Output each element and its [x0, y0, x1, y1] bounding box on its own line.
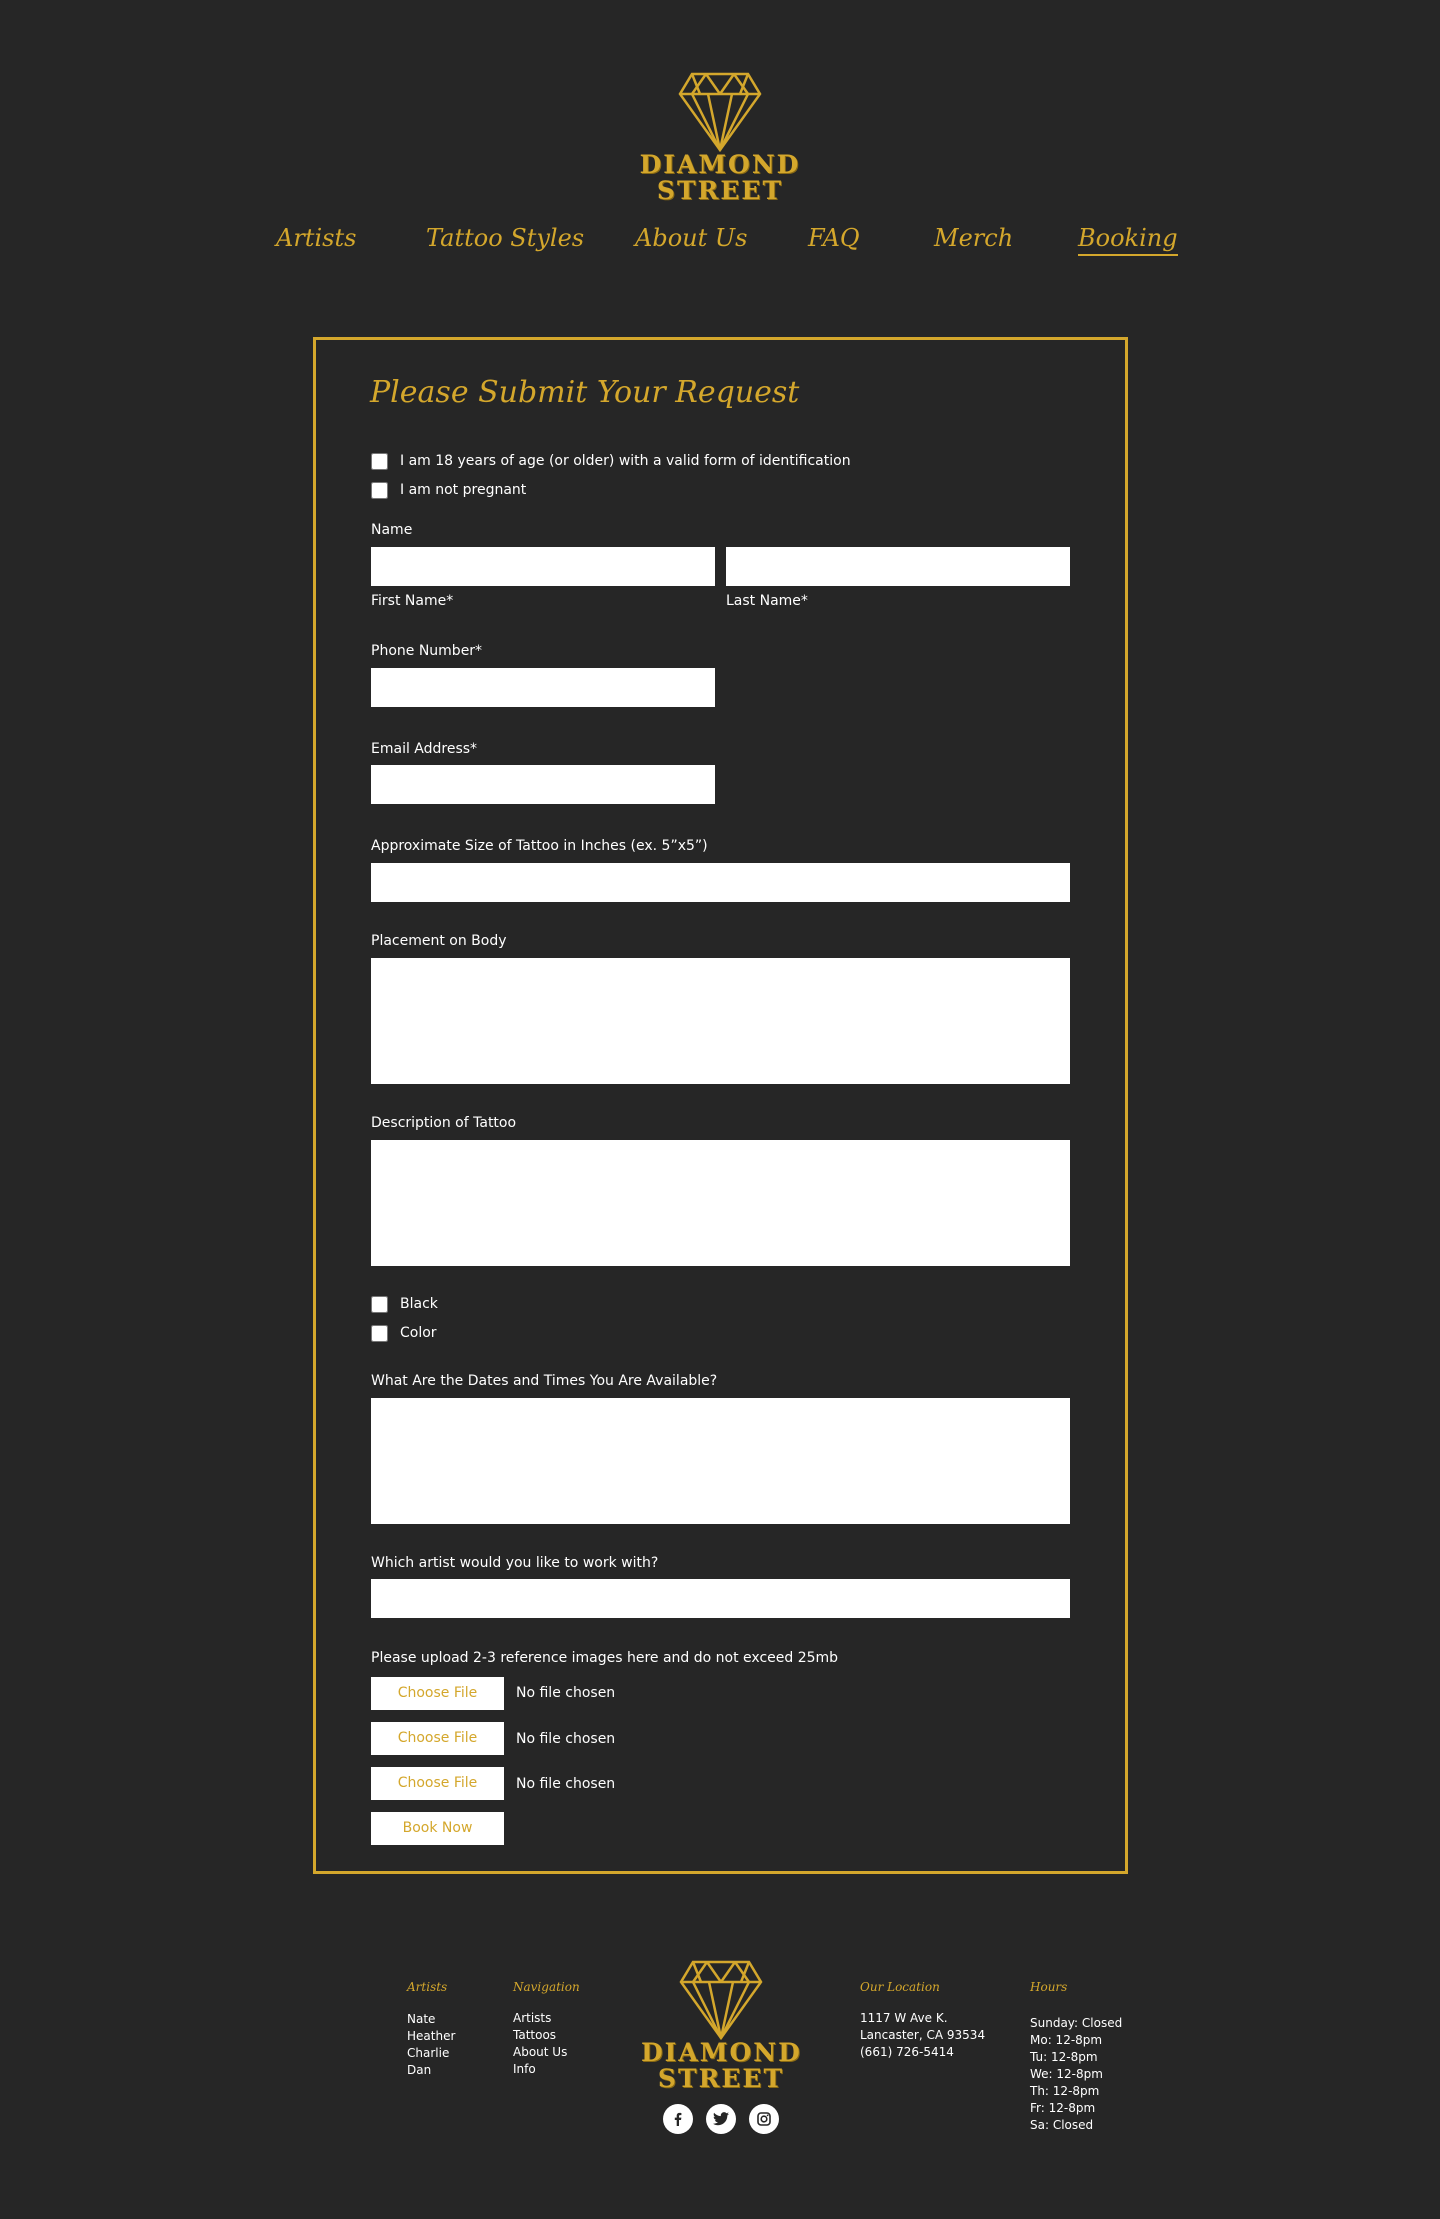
brand-line-2: STREET — [656, 176, 784, 205]
nav-about-us[interactable]: About Us — [635, 224, 748, 252]
email-input[interactable] — [371, 765, 715, 804]
artist-input[interactable] — [371, 1579, 1070, 1618]
header-logo[interactable] — [638, 72, 802, 208]
footer-artist-link[interactable]: Charlie — [407, 2046, 450, 2060]
black-checkbox[interactable] — [371, 1296, 388, 1313]
footer-artists-list — [407, 2011, 455, 2079]
footer-hours-line: Tu: 12-8pm — [1030, 2050, 1098, 2064]
footer-address-line: 1117 W Ave K. — [860, 2011, 948, 2025]
book-now-button[interactable]: Book Now — [371, 1812, 504, 1845]
description-label: Description of Tattoo — [371, 1115, 517, 1131]
upload-label: Please upload 2-3 reference images here and do not exceed 25mb — [371, 1650, 839, 1666]
main-nav — [0, 224, 1440, 264]
instagram-icon[interactable] — [749, 2104, 779, 2134]
form-title: Please Submit Your Request — [370, 375, 800, 410]
size-label: Approximate Size of Tattoo in Inches (ex. 5”x5”) — [371, 838, 708, 854]
footer-logo[interactable] — [641, 1960, 801, 2092]
footer-hours-line: Th: 12-8pm — [1030, 2084, 1100, 2098]
footer-hours-line: Sunday: Closed — [1030, 2016, 1123, 2030]
pregnant-checkbox[interactable] — [371, 482, 388, 499]
footer-address-line: Lancaster, CA 93534 — [860, 2028, 986, 2042]
diamond-icon — [679, 1960, 763, 2040]
footer-location — [860, 2010, 985, 2061]
choose-file-button-1[interactable]: Choose File — [371, 1677, 504, 1710]
footer-brand-line-1: DIAMOND — [641, 2038, 802, 2067]
nav-merch[interactable]: Merch — [934, 224, 1014, 252]
black-checkbox-label: Black — [400, 1296, 438, 1312]
footer-hours — [1030, 2015, 1122, 2134]
placement-label: Placement on Body — [371, 933, 507, 949]
footer-nav-link[interactable]: Artists — [513, 2011, 552, 2025]
footer-nav-link[interactable]: About Us — [513, 2045, 568, 2059]
placement-textarea[interactable] — [371, 958, 1070, 1084]
footer-artist-link[interactable]: Dan — [407, 2063, 432, 2077]
diamond-icon — [678, 72, 762, 152]
footer-location-heading: Our Location — [860, 1980, 940, 1994]
facebook-icon[interactable] — [663, 2104, 693, 2134]
first-name-label: First Name* — [371, 593, 454, 609]
footer-hours-line: Sa: Closed — [1030, 2118, 1094, 2132]
nav-faq[interactable]: FAQ — [808, 224, 860, 252]
color-checkbox[interactable] — [371, 1325, 388, 1342]
file-status-1: No file chosen — [516, 1685, 616, 1701]
last-name-label: Last Name* — [726, 593, 808, 609]
artist-label: Which artist would you like to work with? — [371, 1555, 659, 1571]
email-label: Email Address* — [371, 741, 478, 757]
availability-textarea[interactable] — [371, 1398, 1070, 1524]
first-name-input[interactable] — [371, 547, 715, 586]
availability-label: What Are the Dates and Times You Are Available? — [371, 1373, 718, 1389]
brand-line-1: DIAMOND — [639, 150, 801, 179]
age-checkbox-label: I am 18 years of age (or older) with a valid form of identification — [400, 453, 851, 469]
footer-phone[interactable]: (661) 726-5414 — [860, 2045, 954, 2059]
phone-label: Phone Number* — [371, 643, 483, 659]
footer-artist-link[interactable]: Heather — [407, 2029, 456, 2043]
footer-hours-line: Fr: 12-8pm — [1030, 2101, 1096, 2115]
age-checkbox[interactable] — [371, 453, 388, 470]
name-label: Name — [371, 522, 413, 538]
pregnant-checkbox-label: I am not pregnant — [400, 482, 527, 498]
footer-artists-heading: Artists — [407, 1980, 448, 1994]
nav-booking[interactable]: Booking — [1078, 224, 1178, 256]
footer-hours-line: We: 12-8pm — [1030, 2067, 1103, 2081]
footer-hours-line: Mo: 12-8pm — [1030, 2033, 1103, 2047]
footer-nav-link[interactable]: Tattoos — [513, 2028, 557, 2042]
size-input[interactable] — [371, 863, 1070, 902]
twitter-icon[interactable] — [706, 2104, 736, 2134]
nav-tattoo-styles[interactable]: Tattoo Styles — [426, 224, 585, 252]
color-checkbox-label: Color — [400, 1325, 437, 1341]
footer-hours-heading: Hours — [1030, 1980, 1068, 1994]
footer-artist-link[interactable]: Nate — [407, 2012, 436, 2026]
file-status-2: No file chosen — [516, 1731, 616, 1747]
choose-file-button-2[interactable]: Choose File — [371, 1722, 504, 1755]
footer-nav-heading: Navigation — [513, 1980, 580, 1994]
nav-artists[interactable]: Artists — [276, 224, 357, 252]
footer-nav-link[interactable]: Info — [513, 2062, 536, 2076]
choose-file-button-3[interactable]: Choose File — [371, 1767, 504, 1800]
phone-input[interactable] — [371, 668, 715, 707]
description-textarea[interactable] — [371, 1140, 1070, 1266]
footer-nav-list — [513, 2010, 567, 2078]
footer-brand-line-2: STREET — [657, 2064, 785, 2093]
last-name-input[interactable] — [726, 547, 1070, 586]
file-status-3: No file chosen — [516, 1776, 616, 1792]
